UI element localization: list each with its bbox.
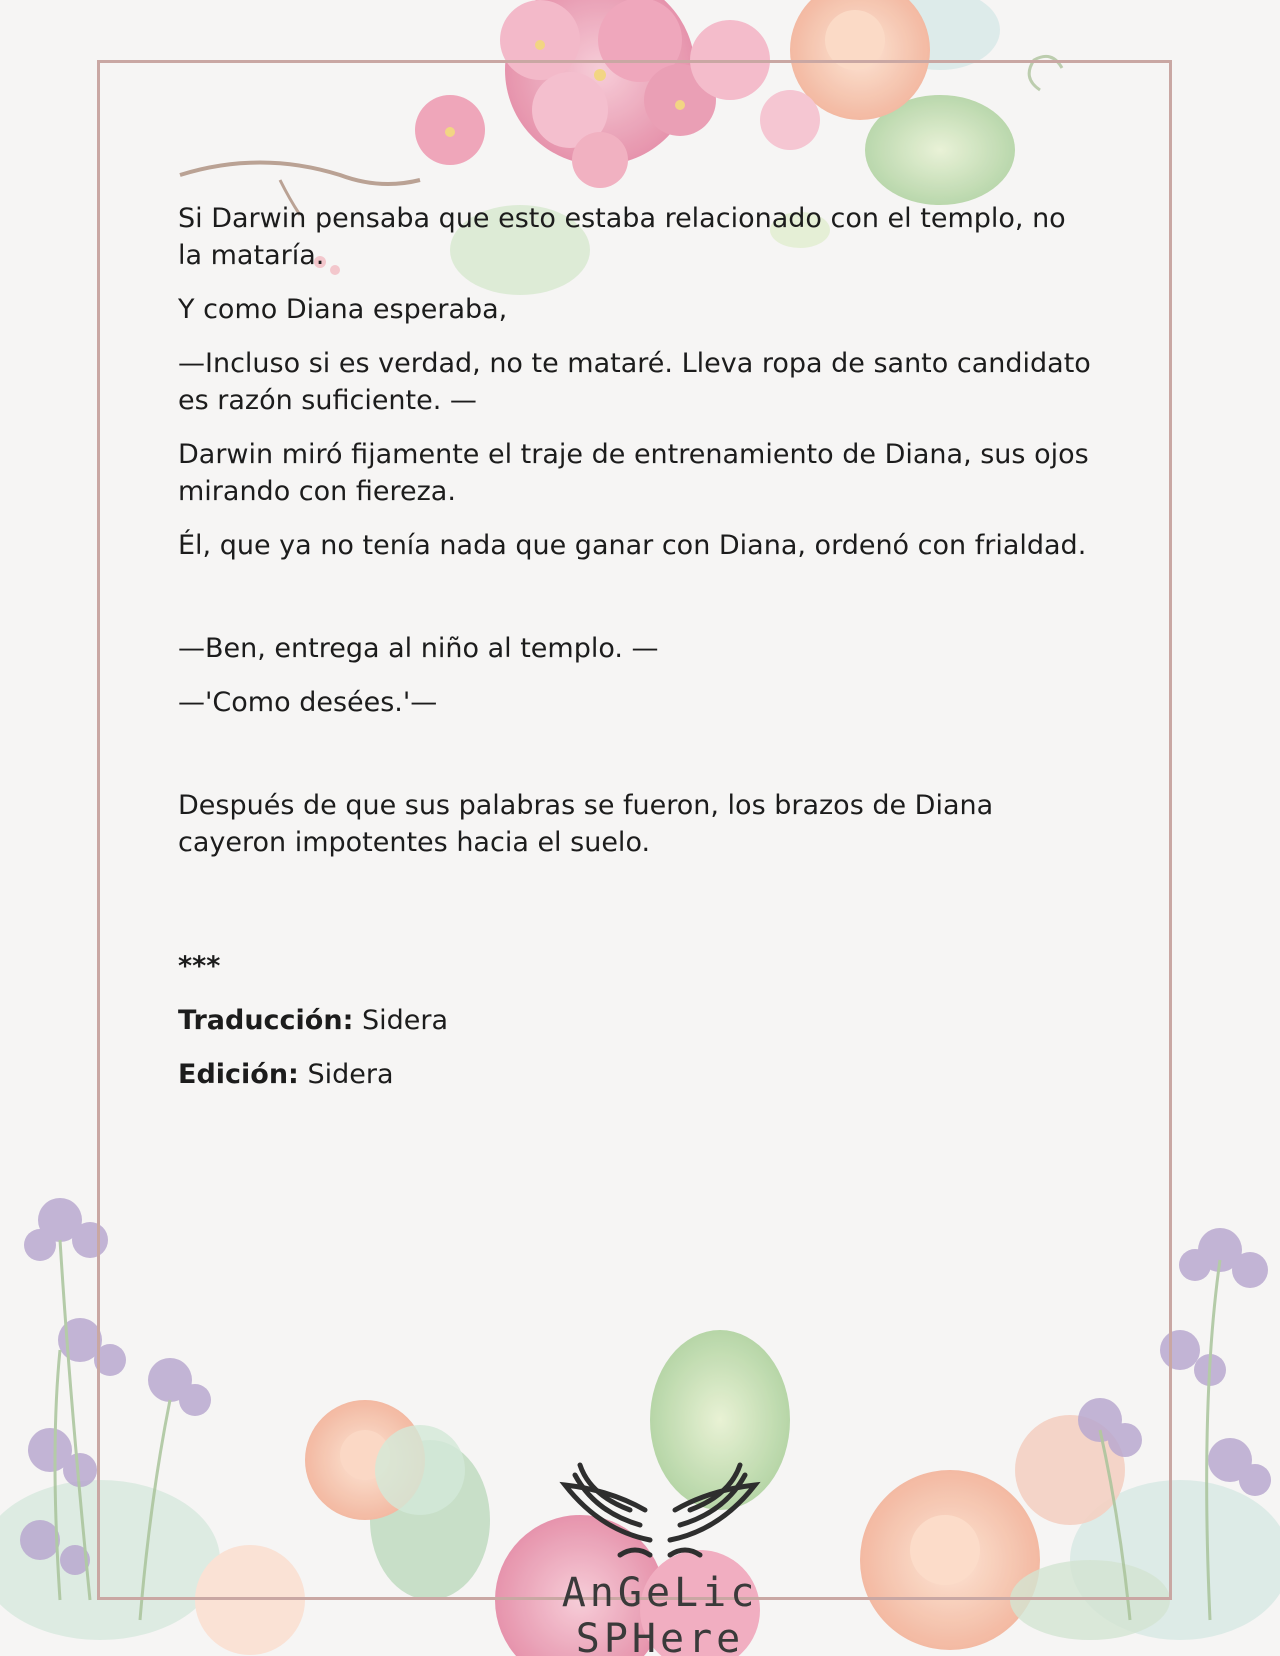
paragraph: Y como Diana esperaba, (178, 294, 508, 325)
paragraph: —Incluso si es verdad, no te mataré. Lleva ropa de santo candidato es razón suficiente. — (178, 348, 1091, 416)
credit-label: Traducción: (178, 1005, 354, 1036)
credit-translation (178, 1002, 1098, 1039)
dialogue-line: —Ben, entrega al niño al templo. — (178, 633, 659, 664)
paragraph: Si Darwin pensaba que esto estaba relacionado con el templo, no la mataría. (178, 203, 1066, 271)
dialogue-line: —'Como desées.'— (178, 687, 438, 718)
document-body (178, 200, 1098, 1110)
logo-text: AnGeLic SPHere (561, 1570, 759, 1656)
paragraph: Darwin miró fijamente el traje de entrenamiento de Diana, sus ojos mirando con fiereza. (178, 439, 1089, 507)
angel-wings-icon (480, 1440, 840, 1570)
credit-edition (178, 1056, 1098, 1093)
angelic-sphere-logo (480, 1440, 840, 1656)
paragraph: Él, que ya no tenía nada que ganar con Diana, ordenó con frialdad. (178, 530, 1087, 561)
credit-label: Edición: (178, 1059, 299, 1090)
paragraph: Después de que sus palabras se fueron, los brazos de Diana cayeron impotentes hacia el suelo. (178, 790, 994, 858)
spacer (178, 878, 1098, 948)
credit-value: Sidera (361, 1005, 449, 1036)
section-separator: *** (178, 951, 221, 982)
spacer (178, 581, 1098, 630)
spacer (178, 738, 1098, 787)
credit-value: Sidera (307, 1059, 394, 1090)
